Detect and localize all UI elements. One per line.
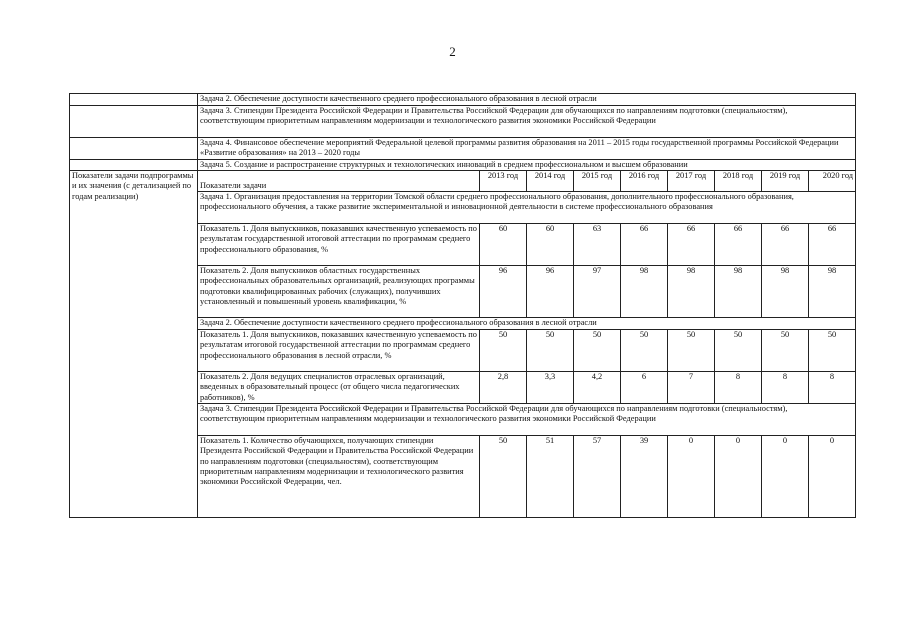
task-cell: Задача 3. Стипендии Президента Российской Федерации и Правительства Российской Федерации для обучающихся по направлениям подготовки (специальностям), соответствующим приоритетным направлениям модернизации и технологического развития экономики Российской Федерации	[198, 106, 856, 138]
task-cell: Задача 2. Обеспечение доступности качественного среднего профессионального образования в лесной отрасли	[198, 318, 856, 330]
year-header: 2020 год	[809, 171, 856, 192]
year-header: 2019 год	[762, 171, 809, 192]
value-cell: 51	[527, 436, 574, 518]
value-cell: 7	[668, 372, 715, 404]
indicator-label: Показатель 2. Доля выпускников областных государственных профессиональных образовательных организаций, реализующих программы подготовки квалифицированных рабочих (служащих), получивших установленный и повышенный уровень квалификации, %	[198, 266, 480, 318]
value-cell: 3,3	[527, 372, 574, 404]
value-cell: 98	[621, 266, 668, 318]
value-cell: 66	[715, 224, 762, 266]
indicator-label: Показатель 2. Доля ведущих специалистов отраслевых организаций, введенных в образовательный процесс (от общего числа педагогических работников), %	[198, 372, 480, 404]
year-header: 2017 год	[668, 171, 715, 192]
year-header: 2016 год	[621, 171, 668, 192]
value-cell: 50	[809, 330, 856, 372]
header-row	[70, 171, 856, 192]
value-cell: 8	[809, 372, 856, 404]
indicator-label: Показатель 1. Доля выпускников, показавших качественную успеваемость по результатам итоговой государственной аттестации по программам среднего профессионального образования в лесной отрасли, %	[198, 330, 480, 372]
value-cell: 98	[809, 266, 856, 318]
left-label: Показатели задачи подпрограммы и их значения (с детализацией по годам реализации)	[70, 171, 198, 518]
value-cell: 2,8	[480, 372, 527, 404]
value-cell: 60	[527, 224, 574, 266]
value-cell: 50	[527, 330, 574, 372]
task-cell: Задача 1. Организация предоставления на территории Томской области среднего профессионального образования, дополнительного профессионального образования, профессионального обучения, а также развитие экспериментальной и инновационной деятельности в системе профессионального образования	[198, 192, 856, 224]
value-cell: 0	[668, 436, 715, 518]
value-cell: 98	[668, 266, 715, 318]
value-cell: 96	[527, 266, 574, 318]
value-cell: 50	[715, 330, 762, 372]
value-cell: 8	[715, 372, 762, 404]
value-cell: 0	[715, 436, 762, 518]
year-header: 2018 год	[715, 171, 762, 192]
year-header: 2014 год	[527, 171, 574, 192]
value-cell: 50	[621, 330, 668, 372]
value-cell: 0	[762, 436, 809, 518]
value-cell: 66	[621, 224, 668, 266]
value-cell: 8	[762, 372, 809, 404]
task-cell: Задача 5. Создание и распространение структурных и технологических инноваций в среднем профессиональном и высшем образовании	[198, 160, 856, 171]
value-cell: 66	[809, 224, 856, 266]
table-row	[70, 94, 856, 106]
table-row	[70, 138, 856, 160]
task-cell: Задача 3. Стипендии Президента Российской Федерации и Правительства Российской Федерации для обучающихся по направлениям подготовки (специальностям), соответствующим приоритетным направлениям модернизации и технологического развития экономики Российской Федерации	[198, 404, 856, 436]
value-cell: 57	[574, 436, 621, 518]
value-cell: 50	[574, 330, 621, 372]
value-cell: 50	[480, 436, 527, 518]
value-cell: 39	[621, 436, 668, 518]
value-cell: 0	[809, 436, 856, 518]
indicator-label: Показатель 1. Количество обучающихся, получающих стипендии Президента Российской Федерации и Правительства Российской Федерации по направлениям подготовки (специальностям), соответствующим приоритетным направлениям модернизации и технологического развития экономики Российской Федерации, чел.	[198, 436, 480, 518]
value-cell: 96	[480, 266, 527, 318]
value-cell: 4,2	[574, 372, 621, 404]
value-cell: 97	[574, 266, 621, 318]
year-header: 2015 год	[574, 171, 621, 192]
indicator-header: Показатели задачи	[198, 171, 480, 192]
value-cell: 50	[480, 330, 527, 372]
table-row	[70, 106, 856, 138]
value-cell: 50	[668, 330, 715, 372]
value-cell: 66	[762, 224, 809, 266]
value-cell: 50	[762, 330, 809, 372]
value-cell: 98	[715, 266, 762, 318]
page-number: 2	[449, 44, 456, 59]
subprogram-table	[69, 93, 856, 518]
value-cell: 98	[762, 266, 809, 318]
value-cell: 60	[480, 224, 527, 266]
value-cell: 6	[621, 372, 668, 404]
year-header: 2013 год	[480, 171, 527, 192]
task-cell: Задача 2. Обеспечение доступности качественного среднего профессионального образования в лесной отрасли	[198, 94, 856, 106]
task-cell: Задача 4. Финансовое обеспечение мероприятий Федеральной целевой программы развития образования на 2011 – 2015 годы государственной программы Российской Федерации «Развитие образования» на 2013 – 2020 годы	[198, 138, 856, 160]
value-cell: 66	[668, 224, 715, 266]
indicator-label: Показатель 1. Доля выпускников, показавших качественную успеваемость по результатам государственной итоговой аттестации по программам среднего профессионального образования, %	[198, 224, 480, 266]
value-cell: 63	[574, 224, 621, 266]
table-row	[70, 160, 856, 171]
